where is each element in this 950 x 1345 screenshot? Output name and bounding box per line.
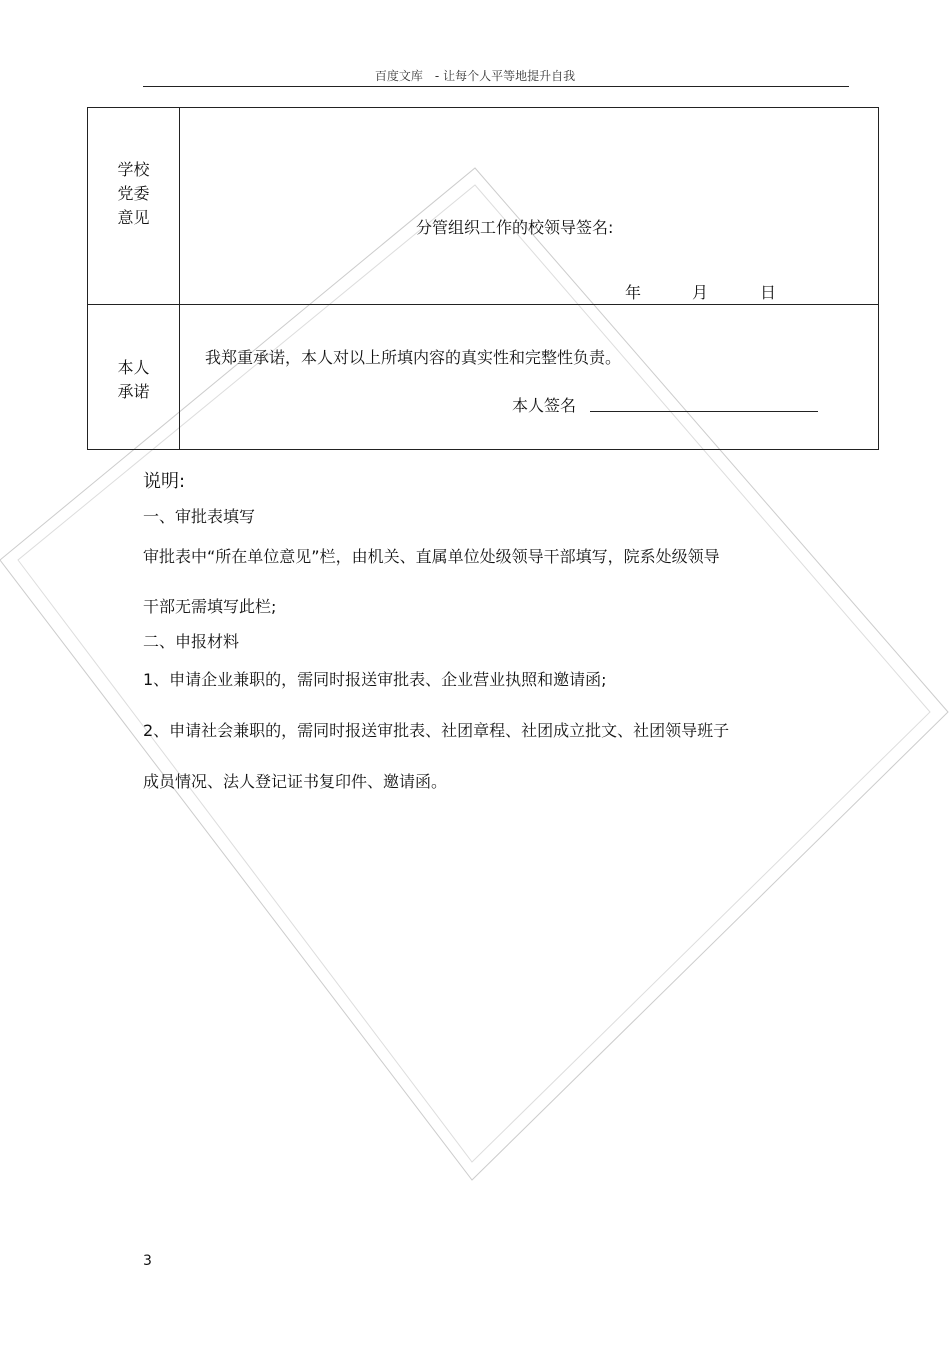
notes-title: 说明: [143, 471, 186, 492]
personal-signature-label: 本人签名 [512, 396, 577, 415]
date-day-label: 日 [760, 283, 777, 302]
personal-pledge-label [88, 356, 179, 404]
table-row-divider [88, 304, 878, 305]
pledge-statement: 我郑重承诺，本人对以上所填内容的真实性和完整性负责。 [205, 348, 622, 367]
page-header: 百度文库 - 让每个人平等地提升自我 [374, 69, 576, 83]
notes-item-2-line: 成员情况、法人登记证书复印件、邀请函。 [143, 772, 448, 791]
leader-signature-label: 分管组织工作的校领导签名: [416, 218, 614, 237]
notes-section1-heading: 一、审批表填写 [143, 507, 256, 526]
label-line: 学校 [117, 160, 150, 179]
notes-item-1: 1、申请企业兼职的，需同时报送审批表、企业营业执照和邀请函; [143, 670, 607, 689]
notes-section2-heading: 二、申报材料 [143, 632, 240, 651]
label-line: 本人 [117, 358, 150, 377]
notes-section1-line: 审批表中“所在单位意见”栏，由机关、直属单位处级领导干部填写，院系处级领导 [143, 547, 720, 566]
label-line: 党委 [117, 184, 150, 203]
signature-line [590, 411, 818, 412]
label-line: 意见 [117, 208, 150, 227]
date-year-label: 年 [625, 283, 642, 302]
notes-item-2-line: 2、申请社会兼职的，需同时报送审批表、社团章程、社团成立批文、社团领导班子 [143, 721, 730, 740]
party-committee-label [88, 158, 179, 230]
approval-form-table [87, 107, 879, 450]
notes-section1-line: 干部无需填写此栏; [143, 597, 277, 616]
date-month-label: 月 [692, 283, 709, 302]
page-number: 3 [143, 1253, 152, 1269]
header-rule [143, 86, 849, 87]
label-line: 承诺 [117, 382, 150, 401]
table-column-divider [179, 108, 180, 449]
